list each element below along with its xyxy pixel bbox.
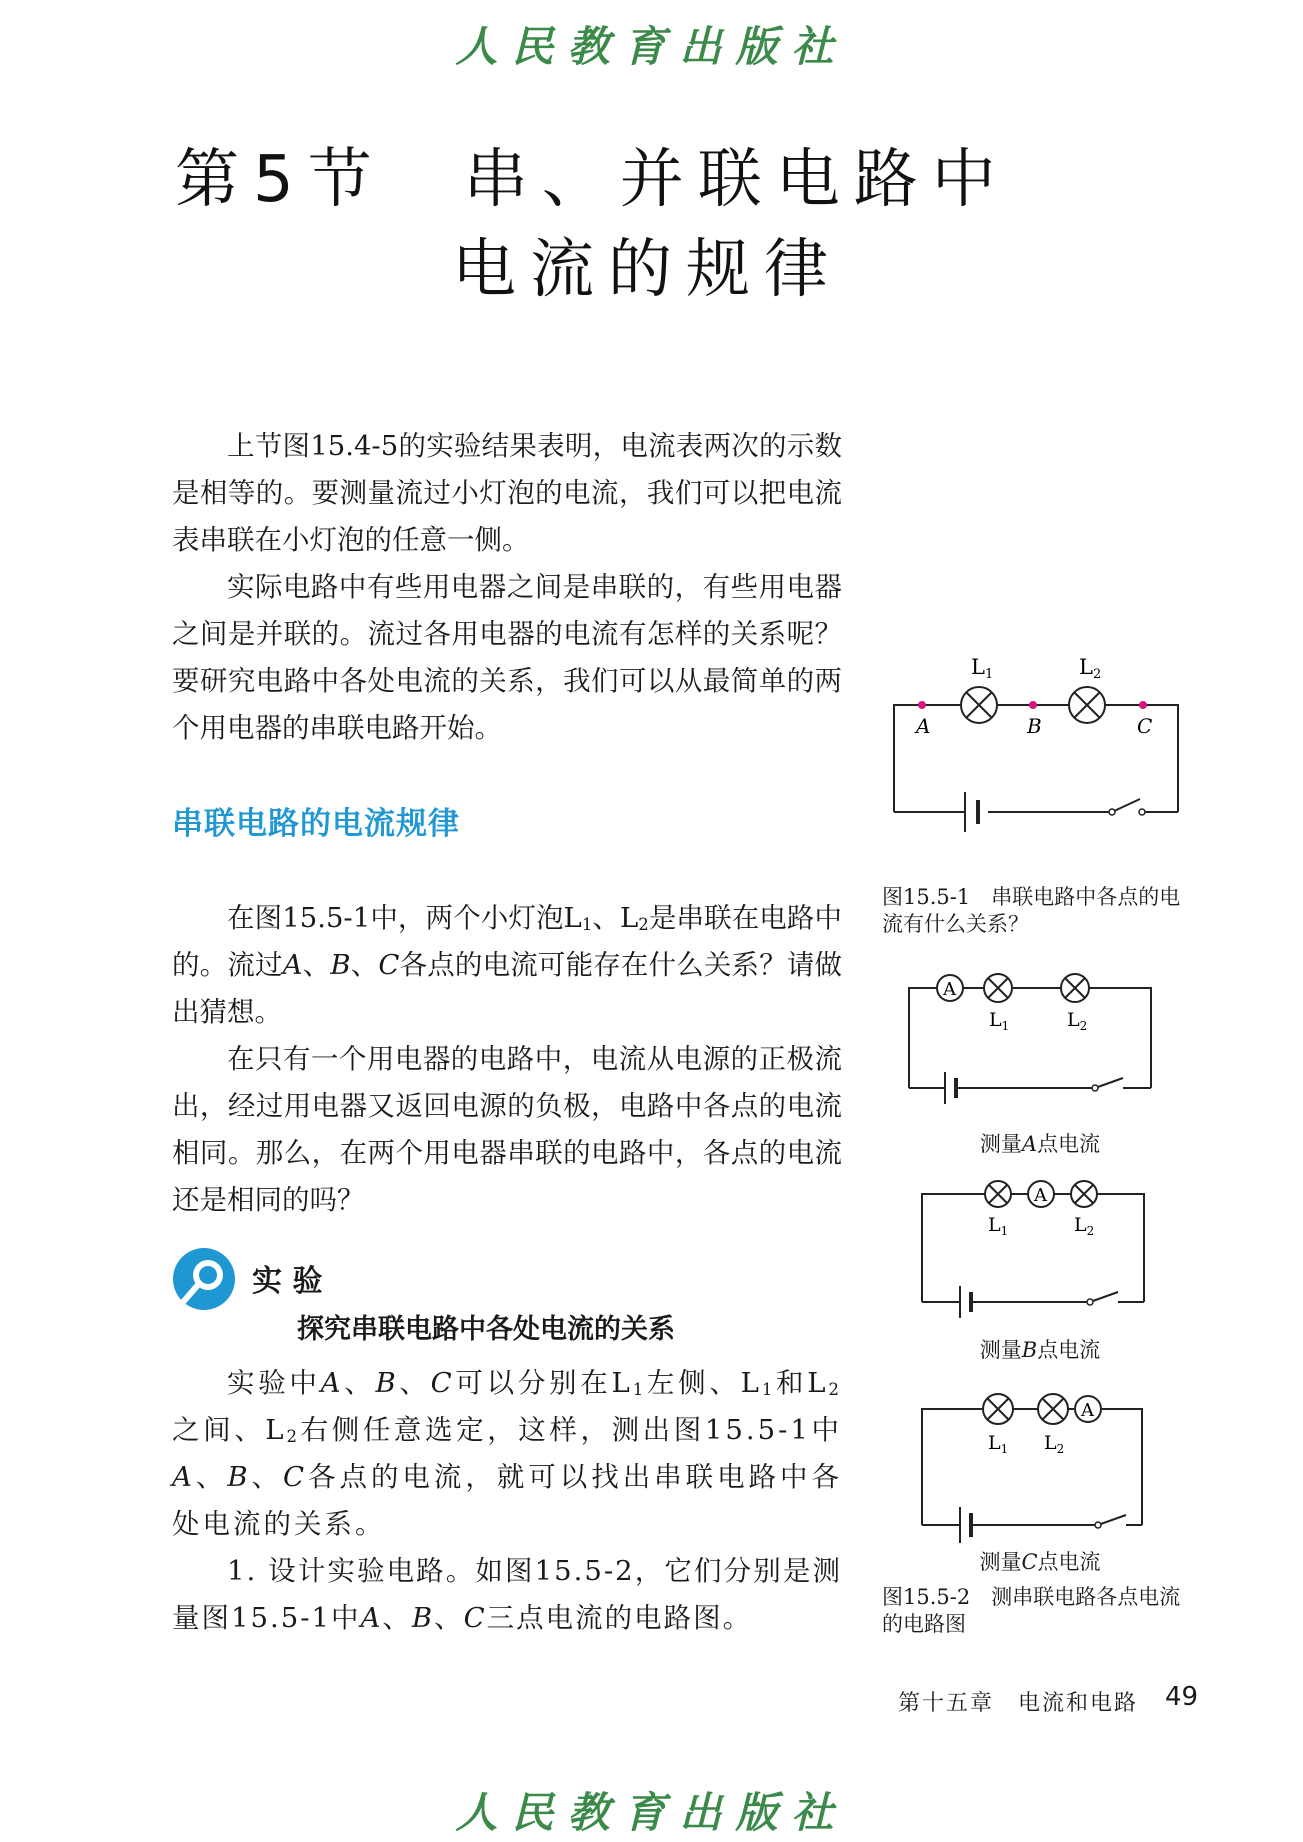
lamp-l1-label: $L_1$ — [989, 1009, 1010, 1033]
lamp-l1-label: L1 — [971, 655, 994, 682]
chapter-footer: 第十五章 电流和电路 — [898, 1691, 1139, 1716]
caption-measure-c: 测量C点电流 — [979, 1550, 1101, 1574]
circuit-measure-b — [910, 1172, 1200, 1322]
ammeter-symbol: A — [1034, 1185, 1047, 1206]
paragraph-5: 实验中A、B、C可以分别在$L_1$左侧、$L_1$和$L_2$之间、$L_2$右侧任意选定，这样，测出图15.5-1中A、B、C各点的电流，就可以找出串联电路中各处电流的关系。 — [172, 1367, 843, 1540]
paragraph-6: 1. 设计实验电路。如图15.5-2，它们分别是测量图15.5-1中A、B、C三点电流的电路图。 — [172, 1555, 842, 1634]
figure-15-5-1-series-circuit — [880, 650, 1200, 900]
caption-measure-b: 测量B点电流 — [979, 1338, 1101, 1362]
point-a-label: A — [916, 714, 931, 738]
point-a-dot — [918, 701, 926, 709]
magnifier-icon — [172, 1247, 236, 1311]
lamp-l2-label: L2 — [1079, 655, 1102, 682]
paragraph-4: 在只有一个用电器的电路中，电流从电源的正极流出，经过用电器又返回电源的负极，电路中各点的电流相同。那么，在两个用电器串联的电路中，各点的电流还是相同的吗？ — [172, 1043, 842, 1216]
section-title-line2: 电流的规律 — [452, 233, 842, 307]
caption-measure-a: 测量A点电流 — [979, 1132, 1101, 1156]
lamp-l2-label: $L_2$ — [1044, 1432, 1065, 1456]
ammeter-symbol: A — [1081, 1400, 1094, 1421]
paragraph-1: 上节图15.4-5的实验结果表明，电流表两次的示数是相等的。要测量流过小灯泡的电流，我们可以把电流表串联在小灯泡的任意一侧。 — [172, 430, 842, 556]
point-c-label: C — [1137, 714, 1153, 738]
point-c-dot — [1139, 701, 1147, 709]
experiment-label: 实 验 — [252, 1264, 323, 1299]
figure-15-5-2-caption: 图15.5-2 测串联电路各点电流的电路图 — [882, 1585, 1181, 1636]
experiment-title: 探究串联电路中各处电流的关系 — [297, 1314, 675, 1345]
lamp-l1-label: $L_1$ — [988, 1432, 1009, 1456]
circuit-measure-a — [895, 968, 1185, 1118]
point-b-label: B — [1027, 714, 1042, 738]
lamp-l2-label: $L_2$ — [1074, 1214, 1095, 1238]
circuit-measure-c — [908, 1385, 1198, 1555]
lamp-l1-label: $L_1$ — [988, 1214, 1009, 1238]
figure-15-5-1-caption: 图15.5-1 串联电路中各点的电流有什么关系？ — [882, 885, 1181, 936]
publisher-header: 人民教育出版社 — [455, 22, 848, 71]
lamp-l2-label: $L_2$ — [1067, 1009, 1088, 1033]
paragraph-2: 实际电路中有些用电器之间是串联的，有些用电器之间是并联的。流过各用电器的电流有怎样的关系呢？要研究电路中各处电流的关系，我们可以从最简单的两个用电器的串联电路开始。 — [172, 571, 842, 744]
point-b-dot — [1029, 701, 1037, 709]
paragraph-3: 在图15.5-1中，两个小灯泡$L_1$、$L_2$是串联在电路中的。流过A、B、C各点的电流可能存在什么关系？请做出猜想。 — [172, 902, 843, 1028]
page-number: 49 — [1165, 1682, 1199, 1712]
ammeter-symbol: A — [943, 979, 956, 1000]
section-heading: 串联电路的电流规律 — [172, 806, 460, 842]
publisher-footer: 人民教育出版社 — [455, 1788, 848, 1837]
section-title-line1: 第5节 串、并联电路中 — [175, 143, 1010, 217]
